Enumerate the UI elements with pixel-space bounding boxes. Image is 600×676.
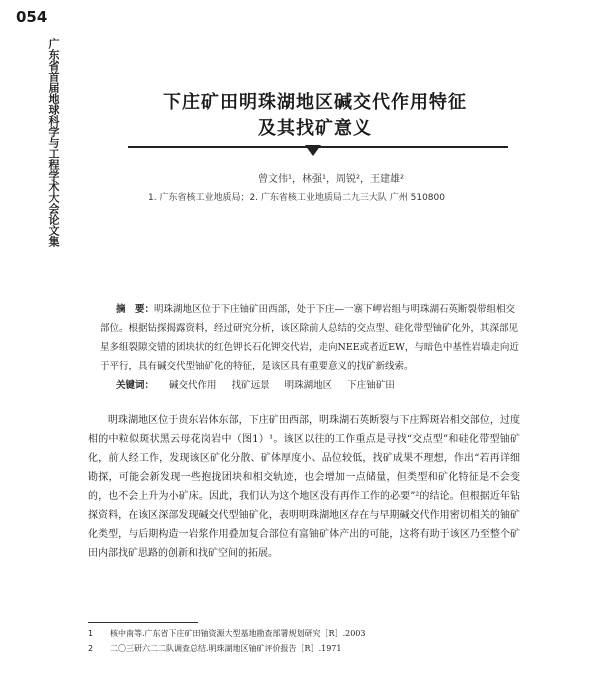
keyword: 明珠湖地区 — [284, 380, 333, 391]
footnote-number: 1 — [88, 629, 94, 638]
footnote-text: 核中南等.广东省下庄矿田铀资源大型基地勘查部署规划研究［R］.2003 — [110, 629, 366, 638]
authors: 曾文伟¹，林强¹，周锐²，王建雄² — [258, 174, 405, 185]
body-paragraph: 明珠湖地区位于贵东岩体东部，下庄矿田西部，明珠湖石英断裂与下庄辉斑岩相交部位，过度相的中粒似斑状黑云母花岗岩中（图1）¹。该区以往的工作重点是寻找“交点型”和硅化带型铀矿化，前人经工作，发现该区矿化分散、矿体厚度小、品位较低，找矿成果不理想，作出“若再详细勘探，可能会新发现一些抱拢团块和相交轨迹，也会增加一点储量，但类型和矿化特征是不会变的，也不会上升为小矿床。因此，我们认为这个地区没有再作工作的必要”²的结论。但根据近年钻探资料，在该区深部发现碱交代型铀矿化，表明明珠湖地区存在与早期碱交代作用密切相关的铀矿化类型，与后期构造一岩浆作用叠加复合部位有富铀矿体产出的可能，这将有助于该区乃至整个矿田内部找矿思路的创新和找矿空间的拓展。 — [88, 415, 520, 559]
keyword: 下庄铀矿田 — [347, 380, 395, 391]
footnote-divider — [88, 622, 198, 623]
abstract — [100, 300, 520, 376]
paper-title-line-1: 下庄矿田明珠湖地区碱交代作用特征 — [163, 92, 467, 113]
keyword: 碱交代作用 — [169, 380, 217, 391]
affiliations: 1. 广东省核工业地质局；2. 广东省核工业地质局二九三大队 广州 510800 — [148, 193, 445, 203]
abstract-label: 摘 要： — [116, 304, 155, 315]
keywords — [116, 377, 516, 391]
footnote — [88, 643, 341, 654]
footnote — [88, 628, 365, 639]
footnote-number: 2 — [88, 644, 94, 653]
triangle-marker-icon — [305, 145, 321, 156]
footnote-text: 二〇三研六二二队调查总结.明珠湖地区铀矿评价报告［R］.1971 — [110, 644, 342, 653]
page-number: 054 — [16, 8, 48, 26]
keywords-label: 关键词： — [116, 380, 155, 391]
abstract-text: 明珠湖地区位于下庄铀矿田西部，处于下庄—一寨下岬岩组与明珠湖石英断裂带组相交部位。根据钻探揭露资料，经过研究分析，该区除前人总结的交点型、硅化带型铀矿化外，其深部见星多组裂隙交错的团块状的红色钾长石化钾交代岩，走向NEE或者近EW，与暗色中基性岩墙走向近于平行，具有碱交代型铀矿化的特征，是该区具有重要意义的找矿新线索。 — [100, 304, 519, 372]
paper-title-line-2: 及其找矿意义 — [258, 118, 372, 139]
running-head-vertical: 广东省首届地球科学与工程学术大会论文集 — [47, 38, 60, 247]
keyword: 找矿远景 — [231, 380, 270, 391]
